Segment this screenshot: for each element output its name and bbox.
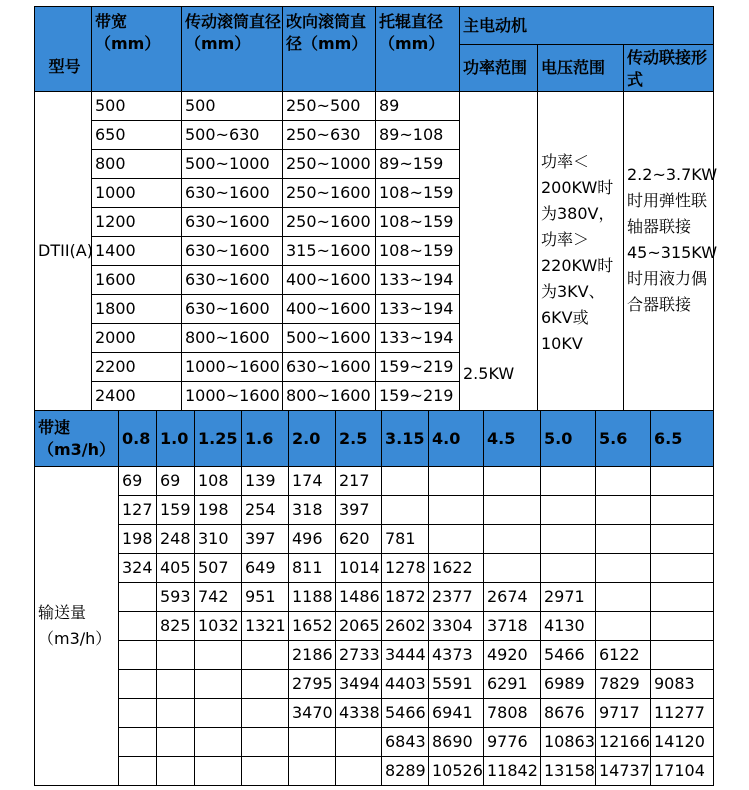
- spec-cell: 400~1600: [283, 295, 376, 324]
- table-row: [35, 699, 714, 728]
- capacity-cell: [651, 525, 714, 554]
- capacity-cell: [242, 728, 289, 757]
- capacity-cell: [119, 728, 157, 757]
- capacity-cell: 8676: [541, 699, 596, 728]
- capacity-cell: 9083: [651, 670, 714, 699]
- spec-cell: 630~1600: [182, 295, 283, 324]
- capacity-cell: [242, 670, 289, 699]
- spec-cell: 1400: [92, 237, 182, 266]
- coupling-cell: 2.2~3.7KW时用弹性联轴器联接45~315KW时用液力偶合器联接: [624, 92, 714, 411]
- capacity-cell: 6291: [484, 670, 541, 699]
- capacity-cell: 951: [242, 583, 289, 612]
- capacity-cell: 811: [289, 554, 336, 583]
- table-row: [35, 641, 714, 670]
- capacity-cell: [429, 525, 484, 554]
- capacity-cell: 69: [157, 467, 195, 496]
- table-row: [35, 757, 714, 786]
- capacity-cell: 69: [119, 467, 157, 496]
- capacity-cell: 108: [195, 467, 242, 496]
- spec-cell: 2200: [92, 353, 182, 382]
- speed-value-header: 5.6: [596, 411, 651, 467]
- speed-value-header: 1.6: [242, 411, 289, 467]
- capacity-cell: [596, 612, 651, 641]
- capacity-cell: 198: [195, 496, 242, 525]
- spec-cell: 108~159: [376, 208, 460, 237]
- spec-cell: 800~1600: [182, 324, 283, 353]
- capacity-cell: 310: [195, 525, 242, 554]
- speed-value-header: 4.0: [429, 411, 484, 467]
- capacity-cell: 3304: [429, 612, 484, 641]
- capacity-cell: 3494: [336, 670, 382, 699]
- capacity-cell: [157, 699, 195, 728]
- capacity-cell: 9717: [596, 699, 651, 728]
- capacity-cell: [242, 641, 289, 670]
- spec-cell: 1800: [92, 295, 182, 324]
- capacity-cell: [157, 641, 195, 670]
- capacity-cell: [119, 583, 157, 612]
- capacity-cell: [242, 699, 289, 728]
- capacity-cell: 825: [157, 612, 195, 641]
- capacity-cell: 6989: [541, 670, 596, 699]
- capacity-cell: [429, 467, 484, 496]
- capacity-cell: 1872: [382, 583, 429, 612]
- capacity-cell: 248: [157, 525, 195, 554]
- capacity-cell: [484, 525, 541, 554]
- capacity-cell: 139: [242, 467, 289, 496]
- capacity-cell: [119, 699, 157, 728]
- spec-cell: 250~1600: [283, 179, 376, 208]
- capacity-cell: 2674: [484, 583, 541, 612]
- capacity-cell: 11277: [651, 699, 714, 728]
- capacity-cell: [336, 728, 382, 757]
- spec-cell: 250~500: [283, 92, 376, 121]
- capacity-cell: [119, 641, 157, 670]
- capacity-cell: [157, 670, 195, 699]
- spec-cell: 315~1600: [283, 237, 376, 266]
- capacity-cell: [651, 554, 714, 583]
- capacity-cell: 3470: [289, 699, 336, 728]
- capacity-cell: [596, 583, 651, 612]
- capacity-cell: 14737: [596, 757, 651, 786]
- table-row: [35, 612, 714, 641]
- capacity-cell: 1278: [382, 554, 429, 583]
- spec-cell: 1000~1600: [182, 353, 283, 382]
- capacity-cell: [119, 757, 157, 786]
- capacity-cell: 8690: [429, 728, 484, 757]
- speed-value-header: 3.15: [382, 411, 429, 467]
- capacity-cell: 11842: [484, 757, 541, 786]
- capacity-cell: 4403: [382, 670, 429, 699]
- capacity-cell: 507: [195, 554, 242, 583]
- capacity-cell: 2065: [336, 612, 382, 641]
- capacity-cell: 1652: [289, 612, 336, 641]
- capacity-cell: 649: [242, 554, 289, 583]
- header-drive-drum: 传动滚筒直径（mm）: [182, 7, 283, 92]
- table-row: [35, 496, 714, 525]
- capacity-cell: 2733: [336, 641, 382, 670]
- capacity-cell: 1486: [336, 583, 382, 612]
- capacity-cell: 397: [242, 525, 289, 554]
- power-range-cell: [460, 92, 538, 411]
- table-row: [35, 670, 714, 699]
- capacity-cell: [541, 496, 596, 525]
- capacity-cell: [596, 496, 651, 525]
- capacity-cell: 5591: [429, 670, 484, 699]
- capacity-cell: [541, 467, 596, 496]
- speed-label: 带速（m3/h）: [35, 411, 119, 467]
- capacity-cell: [541, 525, 596, 554]
- speed-value-header: 0.8: [119, 411, 157, 467]
- capacity-cell: 1622: [429, 554, 484, 583]
- spec-cell: 159~219: [376, 353, 460, 382]
- capacity-cell: 1321: [242, 612, 289, 641]
- capacity-cell: 4130: [541, 612, 596, 641]
- capacity-cell: 17104: [651, 757, 714, 786]
- spec-cell: 159~219: [376, 382, 460, 411]
- spec-cell: 1000~1600: [182, 382, 283, 411]
- capacity-cell: [119, 670, 157, 699]
- capacity-cell: [596, 467, 651, 496]
- capacity-cell: [157, 757, 195, 786]
- capacity-cell: 254: [242, 496, 289, 525]
- voltage-cell: 功率＜200KW时为380V，功率＞220KW时为3KV、6KV或10KV: [538, 92, 624, 411]
- capacity-cell: [195, 699, 242, 728]
- capacity-cell: 127: [119, 496, 157, 525]
- capacity-cell: [651, 496, 714, 525]
- spec-cell: 89~108: [376, 121, 460, 150]
- spec-cell: 800~1600: [283, 382, 376, 411]
- capacity-cell: 1032: [195, 612, 242, 641]
- capacity-cell: 9776: [484, 728, 541, 757]
- spec-cell: 2000: [92, 324, 182, 353]
- speed-value-header: 5.0: [541, 411, 596, 467]
- capacity-cell: 4920: [484, 641, 541, 670]
- capacity-cell: [651, 467, 714, 496]
- spec-cell: 630~1600: [182, 208, 283, 237]
- capacity-cell: 3718: [484, 612, 541, 641]
- capacity-cell: [484, 496, 541, 525]
- capacity-cell: [195, 728, 242, 757]
- capacity-cell: [157, 728, 195, 757]
- capacity-cell: [195, 757, 242, 786]
- spec-cell: 133~194: [376, 295, 460, 324]
- capacity-cell: 14120: [651, 728, 714, 757]
- capacity-table: [34, 410, 714, 786]
- spec-cell: 650: [92, 121, 182, 150]
- capacity-cell: [651, 641, 714, 670]
- capacity-cell: 2795: [289, 670, 336, 699]
- capacity-cell: 7808: [484, 699, 541, 728]
- capacity-cell: [195, 670, 242, 699]
- spec-cell: 1000: [92, 179, 182, 208]
- capacity-cell: 620: [336, 525, 382, 554]
- spec-table: [34, 6, 718, 411]
- capacity-cell: 397: [336, 496, 382, 525]
- speed-value-header: 2.0: [289, 411, 336, 467]
- speed-value-header: 1.0: [157, 411, 195, 467]
- capacity-label: 输送量（m3/h）: [35, 467, 119, 786]
- capacity-cell: 6843: [382, 728, 429, 757]
- spec-cell: 630~1600: [182, 266, 283, 295]
- capacity-cell: 174: [289, 467, 336, 496]
- table-row: [35, 583, 714, 612]
- capacity-cell: [651, 583, 714, 612]
- speed-value-header: 4.5: [484, 411, 541, 467]
- spec-cell: 630~1600: [182, 179, 283, 208]
- header-power-range: 功率范围: [460, 45, 538, 92]
- header-idler-diameter: 托辊直径（mm）: [376, 7, 460, 92]
- capacity-cell: 217: [336, 467, 382, 496]
- spec-cell: 133~194: [376, 266, 460, 295]
- capacity-cell: 13158: [541, 757, 596, 786]
- header-model: 型号: [35, 7, 92, 92]
- table-row: [35, 554, 714, 583]
- header-bend-drum: 改向滚筒直径（mm）: [283, 7, 376, 92]
- capacity-cell: 1188: [289, 583, 336, 612]
- capacity-cell: 2377: [429, 583, 484, 612]
- capacity-cell: 3444: [382, 641, 429, 670]
- spec-cell: 89~159: [376, 150, 460, 179]
- header-coupling: 传动联接形式: [624, 45, 714, 92]
- spec-cell: 800: [92, 150, 182, 179]
- capacity-cell: [336, 757, 382, 786]
- speed-value-header: 1.25: [195, 411, 242, 467]
- capacity-cell: [242, 757, 289, 786]
- power-min: 2.5KW: [463, 364, 515, 383]
- capacity-cell: 405: [157, 554, 195, 583]
- speed-value-header: 6.5: [651, 411, 714, 467]
- spec-cell: 89: [376, 92, 460, 121]
- capacity-cell: 742: [195, 583, 242, 612]
- capacity-cell: 7829: [596, 670, 651, 699]
- header-voltage-range: 电压范围: [538, 45, 624, 92]
- table-row: [35, 467, 714, 496]
- table-row: [35, 728, 714, 757]
- capacity-cell: 4373: [429, 641, 484, 670]
- capacity-cell: [596, 554, 651, 583]
- capacity-cell: 1014: [336, 554, 382, 583]
- capacity-cell: 318: [289, 496, 336, 525]
- spec-cell: 630~1600: [182, 237, 283, 266]
- speed-value-header: 2.5: [336, 411, 382, 467]
- capacity-cell: 781: [382, 525, 429, 554]
- capacity-cell: 2186: [289, 641, 336, 670]
- capacity-cell: 4338: [336, 699, 382, 728]
- capacity-cell: 496: [289, 525, 336, 554]
- capacity-cell: [429, 496, 484, 525]
- capacity-cell: [382, 496, 429, 525]
- spec-cell: 400~1600: [283, 266, 376, 295]
- model-cell: DTII(A): [35, 92, 92, 411]
- spec-cell: 108~159: [376, 237, 460, 266]
- capacity-cell: [484, 554, 541, 583]
- spec-cell: 108~159: [376, 179, 460, 208]
- capacity-cell: 6122: [596, 641, 651, 670]
- capacity-cell: [382, 467, 429, 496]
- spec-cell: 1600: [92, 266, 182, 295]
- header-main-motor: 主电动机: [460, 7, 714, 45]
- capacity-cell: [289, 728, 336, 757]
- capacity-cell: 159: [157, 496, 195, 525]
- capacity-cell: 5466: [541, 641, 596, 670]
- capacity-cell: [289, 757, 336, 786]
- spec-cell: 1200: [92, 208, 182, 237]
- capacity-cell: 6941: [429, 699, 484, 728]
- spec-cell: 500~1000: [182, 150, 283, 179]
- capacity-cell: 593: [157, 583, 195, 612]
- capacity-cell: [596, 525, 651, 554]
- header-belt-width: 带宽（mm）: [92, 7, 182, 92]
- capacity-cell: 198: [119, 525, 157, 554]
- spec-cell: 250~1600: [283, 208, 376, 237]
- spec-cell: 2400: [92, 382, 182, 411]
- capacity-cell: [484, 467, 541, 496]
- spec-cell: 500: [92, 92, 182, 121]
- capacity-cell: [541, 554, 596, 583]
- capacity-cell: 8289: [382, 757, 429, 786]
- table-row: [35, 525, 714, 554]
- spec-cell: 250~1000: [283, 150, 376, 179]
- capacity-cell: 12166: [596, 728, 651, 757]
- capacity-cell: 2602: [382, 612, 429, 641]
- spec-cell: 133~194: [376, 324, 460, 353]
- spec-cell: 500~1600: [283, 324, 376, 353]
- capacity-cell: [651, 612, 714, 641]
- capacity-cell: 10526: [429, 757, 484, 786]
- capacity-cell: 5466: [382, 699, 429, 728]
- spec-cell: 500~630: [182, 121, 283, 150]
- spec-cell: 630~1600: [283, 353, 376, 382]
- capacity-cell: [119, 612, 157, 641]
- capacity-cell: 324: [119, 554, 157, 583]
- spec-cell: 250~630: [283, 121, 376, 150]
- capacity-cell: [195, 641, 242, 670]
- capacity-cell: 2971: [541, 583, 596, 612]
- spec-cell: 500: [182, 92, 283, 121]
- capacity-cell: 10863: [541, 728, 596, 757]
